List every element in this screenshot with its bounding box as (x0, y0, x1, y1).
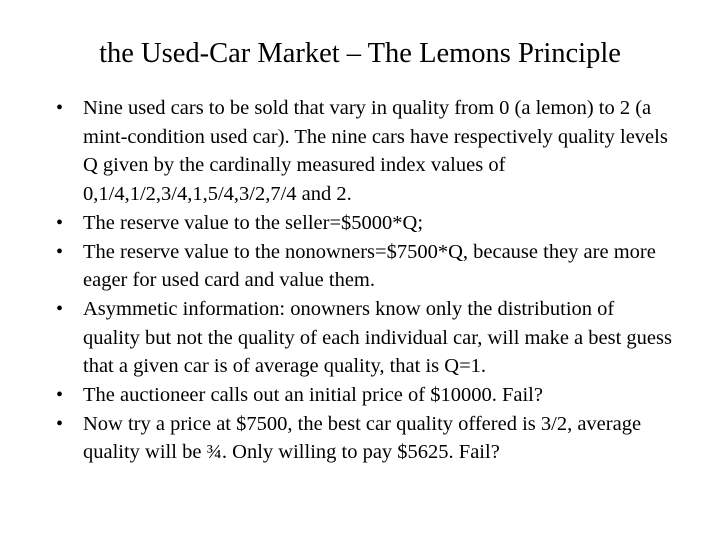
bullet-text: The auctioneer calls out an initial price of $10000. Fail? (83, 384, 543, 407)
bullet-item-seller-reserve (56, 209, 676, 238)
bullet-marker: • (56, 211, 64, 234)
bullet-text: The reserve value to the seller=$5000*Q; (83, 211, 424, 234)
bullet-text: Now try a price at $7500, the best car quality offered is 3/2, average quality will be ¾. Only willing to pay $5625. Fail? (83, 412, 642, 464)
bullet-list (56, 94, 676, 467)
bullet-text: Nine used cars to be sold that vary in quality from 0 (a lemon) to 2 (a mint-condition used car). The nine cars have respectively quality levels Q given by the cardinally measured index values of 0,1/4,1/2,3/4,1,5/4,3/2,7/4 and 2. (83, 97, 668, 206)
bullet-marker: • (56, 412, 64, 435)
bullet-item-second-price (56, 410, 676, 467)
bullet-marker: • (56, 240, 64, 263)
bullet-marker: • (56, 297, 64, 320)
bullet-text: Asymmetic information: onowners know only the distribution of quality but not the quality of each individual car, will make a best guess that a given car is of average quality, that is Q=1. (83, 297, 672, 378)
bullet-text: The reserve value to the nonowners=$7500*Q, because they are more eager for used card and value them. (83, 240, 656, 292)
bullet-marker: • (56, 384, 64, 407)
bullet-item-nonowner-reserve (56, 238, 676, 295)
slide-title: the Used-Car Market – The Lemons Principle (99, 38, 621, 69)
bullet-marker: • (56, 97, 64, 119)
bullet-item-initial-price (56, 381, 676, 410)
bullet-item-nine-cars (56, 94, 676, 209)
bullet-item-asymmetric-info (56, 295, 676, 381)
